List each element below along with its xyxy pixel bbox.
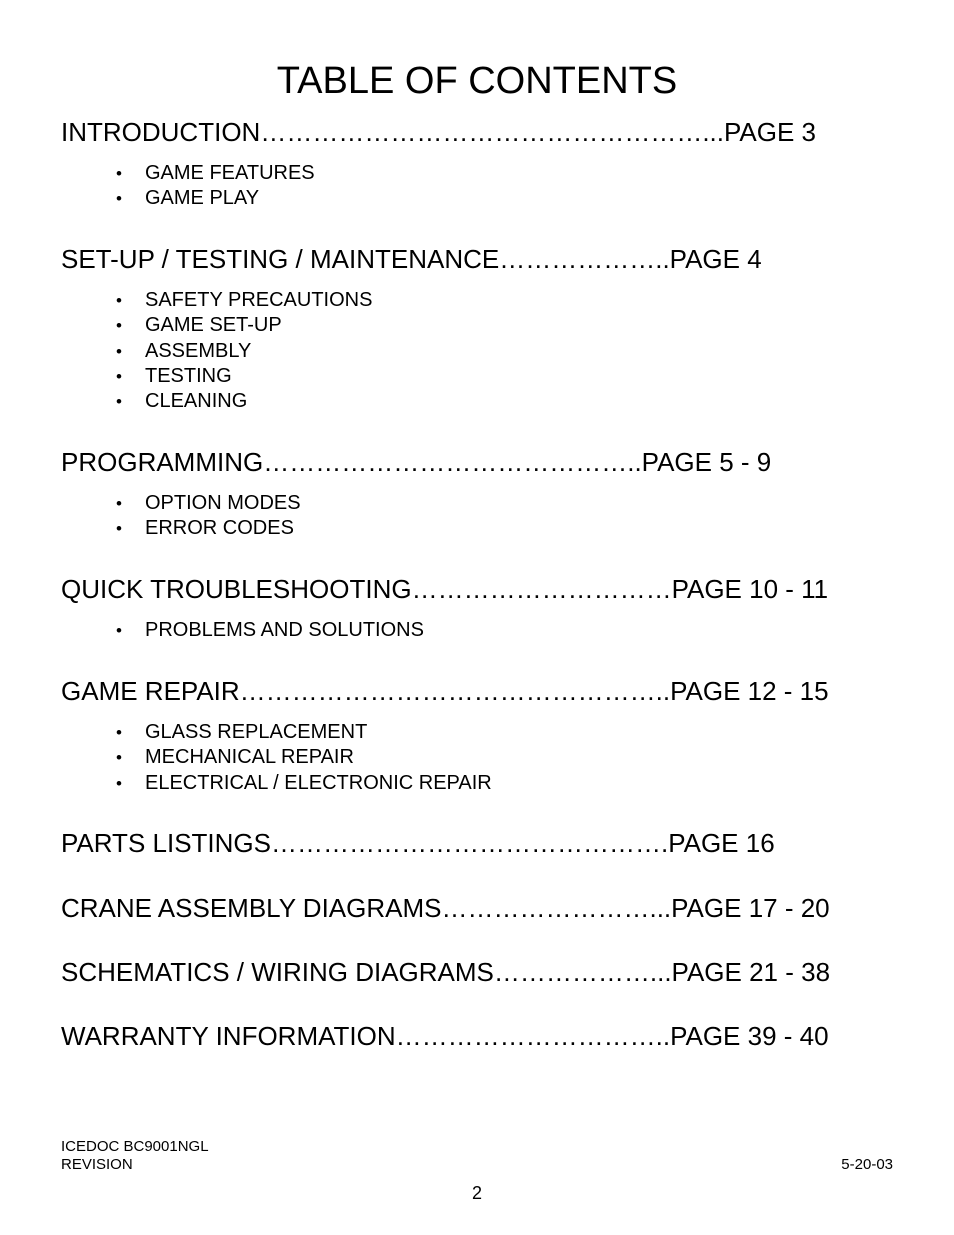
toc-subitem: • ERROR CODES (145, 516, 301, 541)
page-number: 2 (471, 1183, 482, 1203)
toc-sublist-quick-troubleshooting (145, 618, 424, 643)
toc-entry-schematics-wiring-diagrams: SCHEMATICS / WIRING DIAGRAMS………………...PAGE 21 - 38 (61, 957, 831, 987)
toc-subitem: • TESTING (145, 364, 372, 389)
revision-date: 5-20-03 (841, 1156, 893, 1173)
toc-subitem: • CLEANING (145, 389, 372, 414)
toc-subitem: • ASSEMBLY (145, 339, 372, 364)
toc-subitem: • GAME PLAY (145, 186, 315, 211)
doc-id: ICEDOC BC9001NGL (61, 1138, 209, 1155)
toc-subitem: • GAME FEATURES (145, 161, 315, 186)
footer-doc-info (61, 1138, 209, 1174)
toc-entry-setup-testing-maintenance: SET-UP / TESTING / MAINTENANCE………………..PAGE 4 (61, 244, 762, 274)
toc-sublist-introduction (145, 161, 315, 212)
toc-subitem: • GLASS REPLACEMENT (145, 720, 492, 745)
toc-subitem: • SAFETY PRECAUTIONS (145, 288, 372, 313)
toc-subitem: • PROBLEMS AND SOLUTIONS (145, 618, 424, 643)
toc-sublist-setup-testing-maintenance (145, 288, 372, 414)
toc-entry-introduction: INTRODUCTION……………………………………………...PAGE 3 (61, 117, 816, 147)
toc-entry-game-repair: GAME REPAIR…………………………………………..PAGE 12 - 15 (61, 676, 829, 706)
toc-subitem: • GAME SET-UP (145, 313, 372, 338)
toc-entry-warranty-information: WARRANTY INFORMATION…………………………..PAGE 39 - 40 (61, 1021, 829, 1051)
toc-subitem: • ELECTRICAL / ELECTRONIC REPAIR (145, 771, 492, 796)
toc-entry-crane-assembly-diagrams: CRANE ASSEMBLY DIAGRAMS……………………...PAGE 17 - 20 (61, 893, 830, 923)
toc-entry-programming: PROGRAMMING……………………………………..PAGE 5 - 9 (61, 447, 772, 477)
toc-sublist-programming (145, 491, 301, 542)
toc-subitem: • OPTION MODES (145, 491, 301, 516)
revision-label: REVISION (61, 1156, 133, 1173)
toc-entry-quick-troubleshooting: QUICK TROUBLESHOOTING…………………………PAGE 10 - 11 (61, 574, 829, 604)
page-title: TABLE OF CONTENTS (276, 60, 678, 102)
toc-sublist-game-repair (145, 720, 492, 796)
toc-entry-parts-listings: PARTS LISTINGS……………………………………….PAGE 16 (61, 828, 775, 858)
toc-subitem: • MECHANICAL REPAIR (145, 745, 492, 770)
